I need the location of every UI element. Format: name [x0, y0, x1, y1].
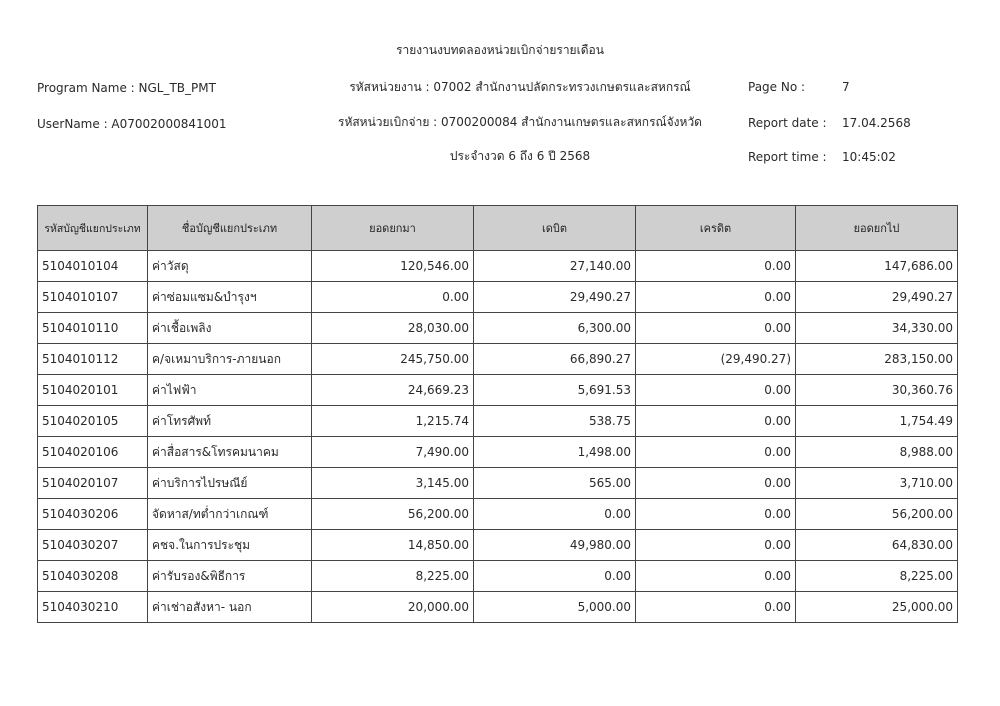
account-name-cell: ค่าเช่าอสังหา- นอก: [148, 592, 312, 623]
carried-forward-cell: 30,360.76: [796, 375, 958, 406]
carried-forward-cell: 147,686.00: [796, 251, 958, 282]
account-name-cell: ค่าซ่อมแซม&บำรุงฯ: [148, 282, 312, 313]
credit-cell: 0.00: [636, 282, 796, 313]
column-header-credit: เครดิต: [636, 206, 796, 251]
carried-forward-cell: 29,490.27: [796, 282, 958, 313]
account-code-cell: 5104030207: [38, 530, 148, 561]
program-name: Program Name : NGL_TB_PMT: [37, 81, 216, 95]
period-line: ประจำงวด 6 ถึง 6 ปี 2568: [449, 149, 591, 163]
page-no-value: 7: [842, 80, 850, 94]
table-row: [38, 406, 958, 437]
account-code-cell: 5104030210: [38, 592, 148, 623]
column-header-account-name: ชื่อบัญชีแยกประเภท: [148, 206, 312, 251]
brought-forward-cell: 120,546.00: [312, 251, 474, 282]
page-no-label: Page No :: [748, 80, 806, 94]
credit-cell: (29,490.27): [636, 344, 796, 375]
table-row: [38, 530, 958, 561]
account-name-cell: ค่าเชื้อเพลิง: [148, 313, 312, 344]
table-row: [38, 468, 958, 499]
report-date-label: Report date :: [748, 116, 827, 130]
brought-forward-cell: 28,030.00: [312, 313, 474, 344]
credit-cell: 0.00: [636, 468, 796, 499]
account-name-cell: คชจ.ในการประชุม: [148, 530, 312, 561]
account-code-cell: 5104030208: [38, 561, 148, 592]
brought-forward-cell: 245,750.00: [312, 344, 474, 375]
report-time-label: Report time :: [748, 150, 827, 164]
column-header-brought-forward: ยอดยกมา: [312, 206, 474, 251]
brought-forward-cell: 24,669.23: [312, 375, 474, 406]
carried-forward-cell: 1,754.49: [796, 406, 958, 437]
account-name-cell: ค่าโทรศัพท์: [148, 406, 312, 437]
credit-cell: 0.00: [636, 530, 796, 561]
report-time-value: 10:45:02: [842, 150, 896, 164]
debit-cell: 66,890.27: [474, 344, 636, 375]
brought-forward-cell: 3,145.00: [312, 468, 474, 499]
account-name-cell: ค่าวัสดุ: [148, 251, 312, 282]
table-header-row: [38, 206, 958, 251]
credit-cell: 0.00: [636, 313, 796, 344]
debit-cell: 538.75: [474, 406, 636, 437]
table-row: [38, 282, 958, 313]
credit-cell: 0.00: [636, 375, 796, 406]
carried-forward-cell: 25,000.00: [796, 592, 958, 623]
brought-forward-cell: 20,000.00: [312, 592, 474, 623]
table-row: [38, 437, 958, 468]
account-code-cell: 5104010110: [38, 313, 148, 344]
report-title: รายงานงบทดลองหน่วยเบิกจ่ายรายเดือน: [396, 43, 604, 57]
agency-line: รหัสหน่วยงาน : 07002 สำนักงานปลัดกระทรวงเกษตรและสหกรณ์: [349, 80, 691, 94]
disbursing-unit-line: รหัสหน่วยเบิกจ่าย : 0700200084 สำนักงานเกษตรและสหกรณ์จังหวัด: [338, 115, 702, 129]
carried-forward-cell: 8,225.00: [796, 561, 958, 592]
debit-cell: 1,498.00: [474, 437, 636, 468]
table-row: [38, 251, 958, 282]
account-name-cell: ค่าสื่อสาร&โทรคมนาคม: [148, 437, 312, 468]
account-code-cell: 5104020107: [38, 468, 148, 499]
carried-forward-cell: 64,830.00: [796, 530, 958, 561]
debit-cell: 0.00: [474, 561, 636, 592]
account-code-cell: 5104010112: [38, 344, 148, 375]
account-name-cell: ค่ารับรอง&พิธีการ: [148, 561, 312, 592]
debit-cell: 5,000.00: [474, 592, 636, 623]
debit-cell: 29,490.27: [474, 282, 636, 313]
debit-cell: 27,140.00: [474, 251, 636, 282]
table-row: [38, 592, 958, 623]
brought-forward-cell: 1,215.74: [312, 406, 474, 437]
brought-forward-cell: 0.00: [312, 282, 474, 313]
table-row: [38, 561, 958, 592]
brought-forward-cell: 7,490.00: [312, 437, 474, 468]
carried-forward-cell: 34,330.00: [796, 313, 958, 344]
table-row: [38, 375, 958, 406]
account-code-cell: 5104030206: [38, 499, 148, 530]
table-row: [38, 344, 958, 375]
account-code-cell: 5104020101: [38, 375, 148, 406]
column-header-debit: เดบิต: [474, 206, 636, 251]
column-header-carried-forward: ยอดยกไป: [796, 206, 958, 251]
debit-cell: 49,980.00: [474, 530, 636, 561]
account-code-cell: 5104020105: [38, 406, 148, 437]
account-code-cell: 5104010104: [38, 251, 148, 282]
table-row: [38, 499, 958, 530]
carried-forward-cell: 3,710.00: [796, 468, 958, 499]
credit-cell: 0.00: [636, 437, 796, 468]
account-name-cell: ค่าบริการไปรษณีย์: [148, 468, 312, 499]
credit-cell: 0.00: [636, 592, 796, 623]
debit-cell: 6,300.00: [474, 313, 636, 344]
debit-cell: 5,691.53: [474, 375, 636, 406]
account-name-cell: จัดหาส/ทต่ำกว่าเกณฑ์: [148, 499, 312, 530]
carried-forward-cell: 56,200.00: [796, 499, 958, 530]
user-name: UserName : A07002000841001: [37, 117, 227, 131]
report-date-value: 17.04.2568: [842, 116, 911, 130]
credit-cell: 0.00: [636, 251, 796, 282]
credit-cell: 0.00: [636, 499, 796, 530]
carried-forward-cell: 8,988.00: [796, 437, 958, 468]
account-code-cell: 5104020106: [38, 437, 148, 468]
debit-cell: 0.00: [474, 499, 636, 530]
brought-forward-cell: 14,850.00: [312, 530, 474, 561]
debit-cell: 565.00: [474, 468, 636, 499]
table-body: [38, 251, 958, 623]
carried-forward-cell: 283,150.00: [796, 344, 958, 375]
brought-forward-cell: 8,225.00: [312, 561, 474, 592]
trial-balance-table: [37, 205, 958, 623]
account-name-cell: ค/จเหมาบริการ-ภายนอก: [148, 344, 312, 375]
table-row: [38, 313, 958, 344]
credit-cell: 0.00: [636, 561, 796, 592]
account-code-cell: 5104010107: [38, 282, 148, 313]
column-header-account-code: รหัสบัญชีแยกประเภท: [38, 206, 148, 251]
brought-forward-cell: 56,200.00: [312, 499, 474, 530]
credit-cell: 0.00: [636, 406, 796, 437]
account-name-cell: ค่าไฟฟ้า: [148, 375, 312, 406]
